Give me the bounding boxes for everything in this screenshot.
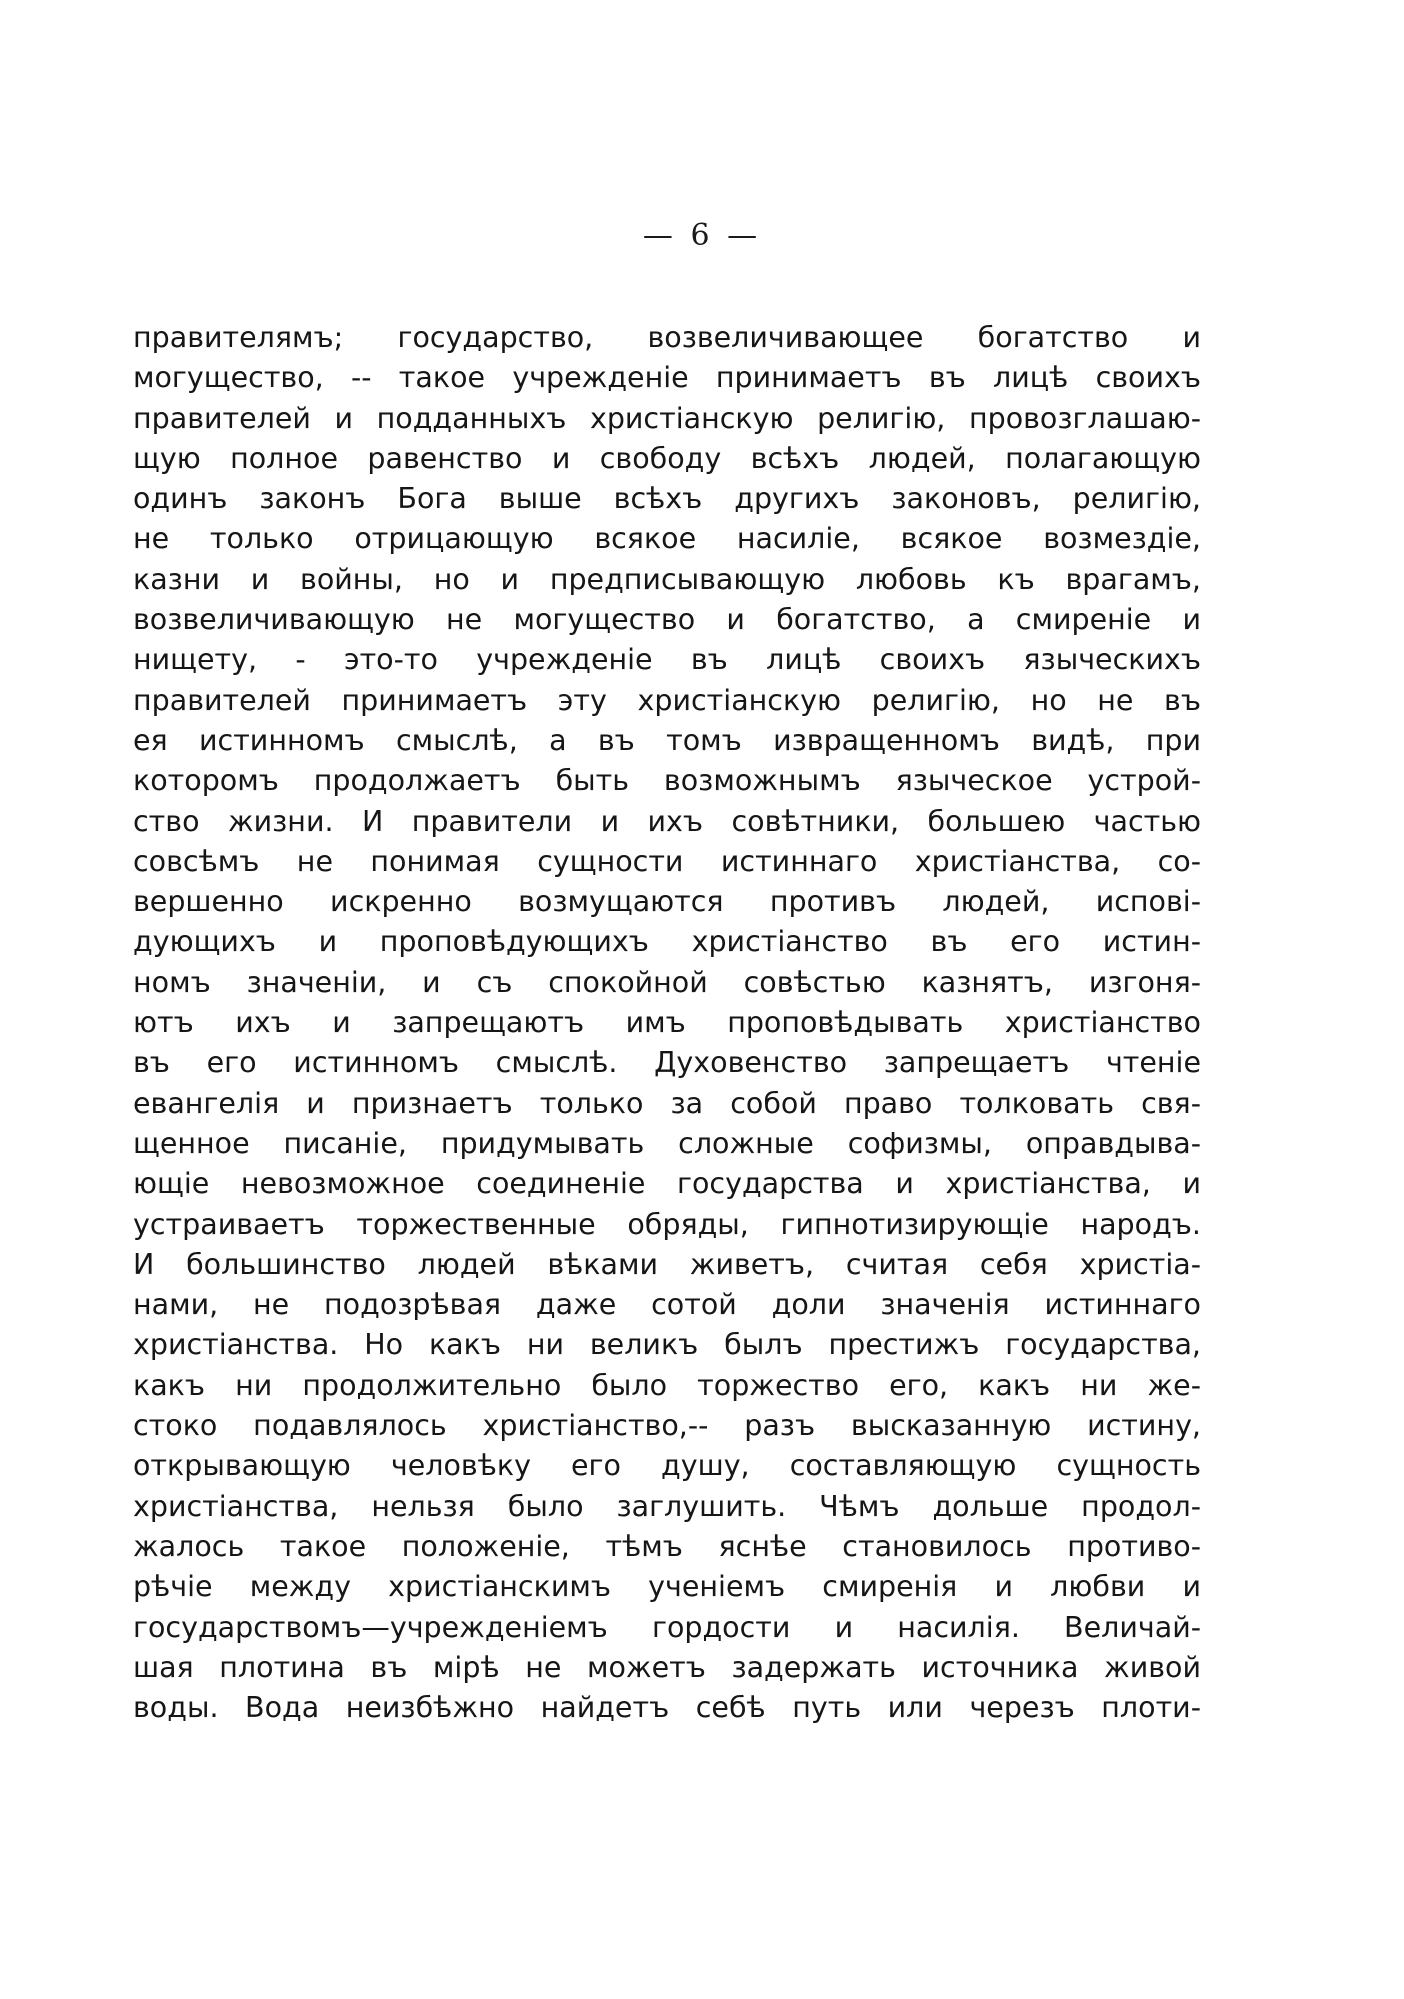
text-line: могущество, -- такое учрежденіе принимаетъ въ лицѣ своихъ bbox=[133, 361, 1201, 395]
text-line: правителямъ; государство, возвеличивающее богатство и bbox=[133, 321, 1201, 354]
text-line: шая плотина въ мірѣ не можетъ задержать источника живой bbox=[133, 1650, 1201, 1684]
text-line: щую полное равенство и свободу всѣхъ людей, полагающую bbox=[133, 441, 1201, 475]
text-line: евангелія и признаетъ только за собой право толковать свя- bbox=[133, 1086, 1201, 1120]
text-line: совсѣмъ не понимая сущности истиннаго христіанства, со- bbox=[133, 844, 1201, 878]
text-line: одинъ законъ Бога выше всѣхъ другихъ законовъ, религію, bbox=[133, 482, 1201, 516]
text-line: устраиваетъ торжественные обряды, гипнотизирующіе народъ. bbox=[133, 1207, 1201, 1241]
text-line: ство жизни. И правители и ихъ совѣтники, большею частью bbox=[133, 804, 1201, 838]
text-line: которомъ продолжаетъ быть возможнымъ языческое устрой- bbox=[133, 764, 1201, 798]
text-line: номъ значеніи, и съ спокойной совѣстью казнятъ, изгоня- bbox=[133, 965, 1201, 999]
text-line: ея истинномъ смыслѣ, а въ томъ извращенномъ видѣ, при bbox=[133, 723, 1201, 757]
text-line: какъ ни продолжительно было торжество его, какъ ни же- bbox=[133, 1368, 1201, 1402]
text-line: воды. Вода неизбѣжно найдетъ себѣ путь или черезъ плоти- bbox=[133, 1691, 1201, 1725]
text-line: не только отрицающую всякое насиліе, всякое возмездіе, bbox=[133, 522, 1201, 556]
text-line: государствомъ—учрежденіемъ гордости и насилія. Величай- bbox=[133, 1610, 1201, 1644]
text-line: стоко подавлялось христіанство,-- разъ высказанную истину, bbox=[133, 1409, 1201, 1443]
text-line: нищету, - это-то учрежденіе въ лицѣ своихъ языческихъ bbox=[133, 643, 1201, 677]
text-line: дующихъ и проповѣдующихъ христіанство въ его истин- bbox=[133, 925, 1201, 959]
text-line: казни и войны, но и предписывающую любовь къ врагамъ, bbox=[133, 562, 1201, 596]
text-line: нами, не подозрѣвая даже сотой доли значенія истиннаго bbox=[133, 1288, 1201, 1322]
text-line: жалось такое положеніе, тѣмъ яснѣе становилось противо- bbox=[133, 1529, 1201, 1563]
text-line: христіанства, нельзя было заглушить. Чѣмъ дольше продол- bbox=[133, 1489, 1201, 1523]
text-line: христіанства. Но какъ ни великъ былъ престижъ государства, bbox=[133, 1328, 1201, 1362]
text-line: правителей принимаетъ эту христіанскую религію, но не въ bbox=[133, 683, 1201, 717]
body-text bbox=[133, 318, 1201, 1728]
text-line: вершенно искренно возмущаются противъ людей, испові- bbox=[133, 885, 1201, 919]
text-line: открывающую человѣку его душу, составляющую сущность bbox=[133, 1449, 1201, 1483]
text-line: рѣчіе между христіанскимъ ученіемъ смиренія и любви и bbox=[133, 1570, 1201, 1604]
text-line: щенное писаніе, придумывать сложные софизмы, оправдыва- bbox=[133, 1126, 1201, 1160]
text-line: въ его истинномъ смыслѣ. Духовенство запрещаетъ чтеніе bbox=[133, 1046, 1201, 1080]
text-line: правителей и подданныхъ христіанскую религію, провозглашаю- bbox=[133, 401, 1201, 435]
text-line: ющіе невозможное соединеніе государства и христіанства, и bbox=[133, 1167, 1201, 1201]
text-line: возвеличивающую не могущество и богатство, а смиреніе и bbox=[133, 603, 1201, 637]
text-line: И большинство людей вѣками живетъ, считая себя христіа- bbox=[133, 1247, 1201, 1281]
page-number: — 6 — bbox=[642, 218, 762, 253]
text-line: ютъ ихъ и запрещаютъ имъ проповѣдывать христіанство bbox=[133, 1006, 1201, 1040]
